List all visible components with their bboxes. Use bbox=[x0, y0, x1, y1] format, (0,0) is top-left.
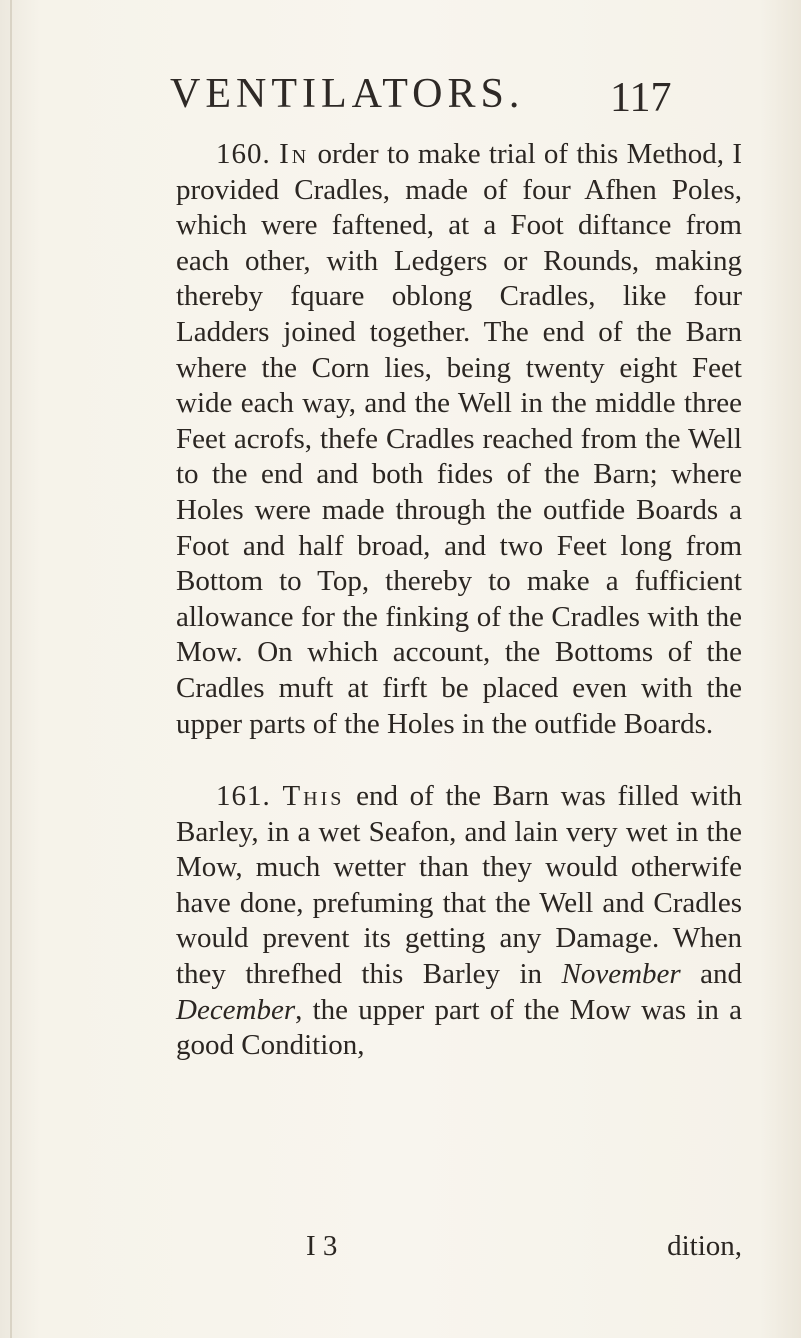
paragraph-number: 160. bbox=[216, 138, 271, 170]
paragraph-161 bbox=[176, 779, 742, 1064]
paragraph-number: 161. bbox=[216, 780, 271, 813]
paragraph-text-end: , the upper part of the Mow was in a good Condition, bbox=[176, 993, 742, 1062]
paragraph-text: end of the Barn was filled with Barley, in a wet Seafon, and lain very wet in the Mow, much wetter than they would otherwife have done, prefuming that the Well and Cradles would prevent its getting any Damage. When they threfhed this Barley in bbox=[176, 780, 743, 991]
paragraph-lead: This bbox=[282, 780, 345, 813]
signature-mark: I 3 bbox=[306, 1230, 338, 1262]
catchword: dition, bbox=[667, 1230, 742, 1262]
paragraph-lead: In bbox=[279, 138, 310, 170]
paragraph-160 bbox=[176, 137, 742, 742]
page-number: 117 bbox=[610, 75, 672, 121]
page-edge bbox=[10, 0, 12, 1338]
conjunction: and bbox=[700, 958, 742, 991]
month-december: December bbox=[176, 993, 296, 1026]
month-november: November bbox=[561, 958, 681, 991]
page-header bbox=[170, 70, 710, 130]
page-footer bbox=[176, 1230, 742, 1270]
body-text bbox=[176, 137, 742, 1064]
running-head: VENTILATORS. bbox=[170, 71, 525, 117]
paragraph-text: order to make trial of this Method, I provided Cradles, made of four Afhen Poles, which were faftened, at a Foot diftance from each other, with Ledgers or Rounds, making thereby fquare oblong Cradles, like four Ladders joined together. The end of the Barn where the Corn lies, being twenty eight Feet wide each way, and the Well in the middle three Feet acrofs, thefe Cradles reached from the Well to the end and both fides of the Barn; where Holes were made through the outfide Boards a Foot and half broad, and two Feet long from Bottom to Top, thereby to make a fufficient allowance for the finking of the Cradles with the Mow. On which account, the Bottoms of the Cradles muft at firft be placed even with the upper parts of the Holes in the outfide Boards. bbox=[176, 138, 743, 740]
